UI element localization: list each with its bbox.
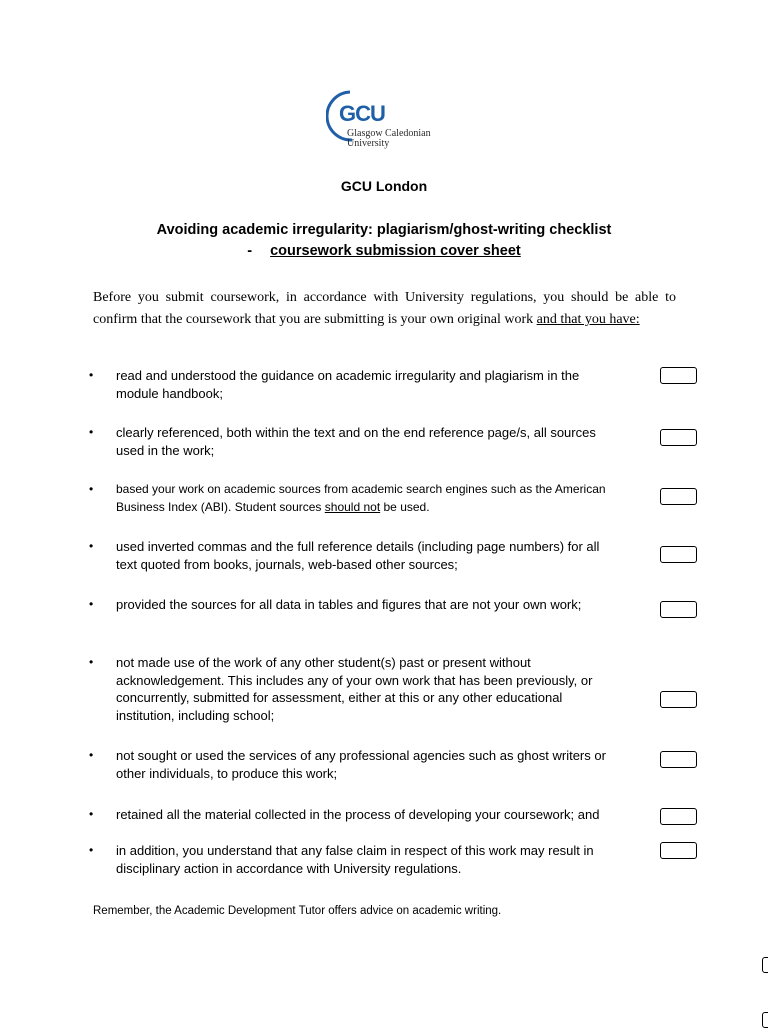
bullet: • [89, 425, 94, 439]
checklist-item-text: not sought or used the services of any professional agencies such as ghost writers or other individuals, to produce this work; [116, 748, 606, 781]
checklist-item-text: read and understood the guidance on academic irregularity and plagiarism in the module handbook; [116, 368, 580, 401]
checklist-checkbox[interactable] [660, 842, 697, 859]
gcu-logo [326, 88, 456, 152]
bullet: • [89, 539, 94, 553]
bullet: • [89, 655, 94, 669]
bullet: • [89, 748, 94, 762]
checklist-checkbox[interactable] [660, 751, 697, 768]
item-text-after: be used. [380, 499, 430, 514]
gcu-logo-icon [326, 88, 456, 152]
checklist-checkbox[interactable] [660, 488, 697, 505]
checklist-item-text: provided the sources for all data in tables and figures that are not your own work; [116, 597, 582, 612]
cropped-box-edge [762, 1012, 768, 1028]
item-text-before: based your work on academic sources from academic search engines such as the American Business Index (ABI). Student sources [116, 482, 606, 514]
checklist-checkbox[interactable] [660, 691, 697, 708]
checklist-checkbox[interactable] [660, 367, 697, 384]
checklist-item-text [116, 481, 616, 516]
logo-name-line1: Glasgow Caledonian [347, 128, 431, 139]
footer-note: Remember, the Academic Development Tutor offers advice on academic writing. [93, 905, 502, 917]
checklist-item-text: clearly referenced, both within the text and on the end reference page/s, all sources used in the work; [116, 425, 596, 458]
intro-text: Before you submit coursework, in accordance with University regulations, you should be able to confirm that the coursework that you are submitting is your own original work [93, 290, 676, 327]
logo-name-line2: University [347, 138, 390, 149]
checklist-checkbox[interactable] [660, 429, 697, 446]
page-title: Avoiding academic irregularity: plagiarism/ghost-writing checklist [156, 222, 612, 238]
checklist-item-text: in addition, you understand that any false claim in respect of this work may result in disciplinary action in accordance with University regulations. [116, 843, 594, 876]
logo-acronym: GCU [339, 101, 385, 126]
checklist-item-text: retained all the material collected in the process of developing your coursework; and [116, 807, 600, 822]
checklist-item-text: not made use of the work of any other student(s) past or present without acknowledgement. This includes any of your own work that has been previously, or concurrently, submitted for assessment, either at this or any other educational institution, including school; [116, 655, 593, 723]
bullet: • [89, 843, 94, 857]
page-subtitle [0, 243, 768, 259]
item-text-underlined: should not [324, 499, 381, 514]
bullet: • [89, 368, 94, 382]
checklist-checkbox[interactable] [660, 601, 697, 618]
subtitle-dash: - [247, 243, 253, 259]
subtitle-text: coursework submission cover sheet [270, 243, 521, 259]
campus-heading: GCU London [340, 178, 428, 194]
intro-underlined: and that you have: [536, 312, 640, 327]
checklist-checkbox[interactable] [660, 808, 697, 825]
checklist-item-text: used inverted commas and the full reference details (including page numbers) for all text quoted from books, journals, web-based other sources; [116, 539, 600, 572]
intro-paragraph [93, 287, 676, 331]
cropped-box-edge [762, 957, 768, 973]
bullet: • [89, 597, 94, 611]
bullet: • [89, 807, 94, 821]
bullet: • [89, 482, 94, 496]
checklist-checkbox[interactable] [660, 546, 697, 563]
